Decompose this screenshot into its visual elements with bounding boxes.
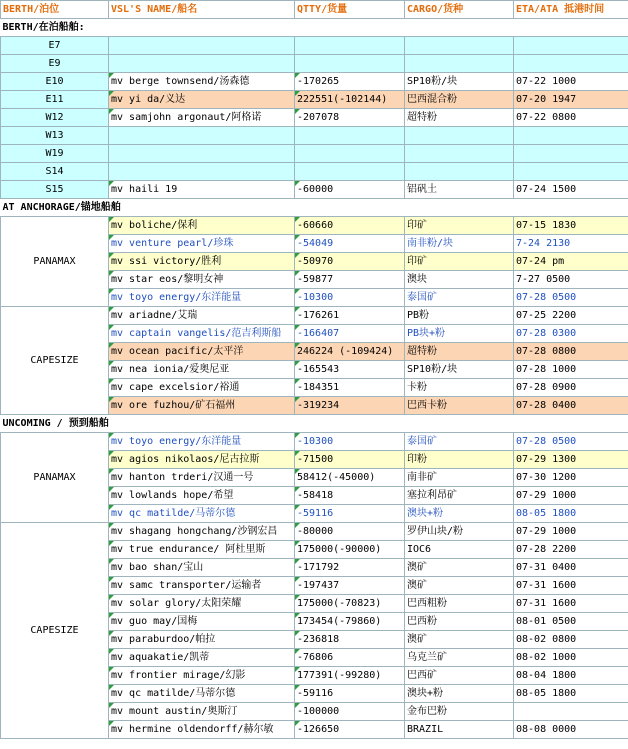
vessel-cell[interactable]: mv lowlands hope/希望 <box>109 487 295 505</box>
vessel-cell[interactable]: mv yi da/义达 <box>109 91 295 109</box>
vessel-cell[interactable]: mv ssi victory/胜利 <box>109 253 295 271</box>
table-row <box>1 181 628 199</box>
eta-cell[interactable]: 07-24 1500 <box>514 181 628 199</box>
vessel-cell[interactable]: mv aquakatie/凯蒂 <box>109 649 295 667</box>
qtty-cell[interactable]: -100000 <box>295 703 405 721</box>
vessel-cell[interactable]: mv toyo energy/东洋能量 <box>109 289 295 307</box>
table-row <box>1 55 628 73</box>
qtty-cell[interactable] <box>295 37 405 55</box>
qtty-cell[interactable]: -184351 <box>295 379 405 397</box>
qtty-cell[interactable]: -50970 <box>295 253 405 271</box>
vessel-cell[interactable]: mv bao shan/宝山 <box>109 559 295 577</box>
berth-cell[interactable]: E10 <box>1 73 109 91</box>
vessel-cell[interactable]: mv boliche/保利 <box>109 217 295 235</box>
qtty-cell[interactable]: 246224 (-109424) <box>295 343 405 361</box>
header-berth[interactable]: BERTH/泊位 <box>1 1 109 19</box>
berth-cell[interactable]: S14 <box>1 163 109 181</box>
qtty-cell[interactable]: -60000 <box>295 181 405 199</box>
section-title[interactable]: BERTH/在泊船舶: <box>1 19 628 37</box>
cargo-cell[interactable]: 罗伊山块/粉 <box>405 523 514 541</box>
eta-cell[interactable]: 07-28 0500 <box>514 289 628 307</box>
cargo-cell[interactable]: SP10粉/块 <box>405 361 514 379</box>
cargo-cell[interactable]: 印矿 <box>405 253 514 271</box>
header-vessel[interactable]: VSL'S NAME/船名 <box>109 1 295 19</box>
qtty-cell[interactable] <box>295 127 405 145</box>
eta-cell[interactable]: 07-22 1000 <box>514 73 628 91</box>
vessel-cell[interactable]: mv guo may/国梅 <box>109 613 295 631</box>
qtty-cell[interactable]: -319234 <box>295 397 405 415</box>
qtty-cell[interactable]: -59116 <box>295 505 405 523</box>
section-header-row <box>1 415 628 433</box>
header-eta[interactable]: ETA/ATA 抵港时间 <box>514 1 628 19</box>
vessel-cell[interactable]: mv true endurance/ 阿杜里斯 <box>109 541 295 559</box>
cargo-cell[interactable]: 巴西矿 <box>405 667 514 685</box>
vessel-cell[interactable]: mv hermine oldendorff/赫尔敏 <box>109 721 295 739</box>
eta-cell[interactable] <box>514 37 628 55</box>
qtty-cell[interactable]: 177391(-99280) <box>295 667 405 685</box>
cargo-cell[interactable]: 澳块 <box>405 271 514 289</box>
eta-cell[interactable]: 07-22 0800 <box>514 109 628 127</box>
eta-cell[interactable] <box>514 55 628 73</box>
vessel-cell[interactable]: mv ocean pacific/太平洋 <box>109 343 295 361</box>
vessel-class-cell[interactable]: CAPESIZE <box>1 523 109 739</box>
qtty-cell[interactable]: -165543 <box>295 361 405 379</box>
qtty-cell[interactable]: -59116 <box>295 685 405 703</box>
qtty-cell[interactable]: -176261 <box>295 307 405 325</box>
qtty-cell[interactable]: -207078 <box>295 109 405 127</box>
qtty-cell[interactable]: -76806 <box>295 649 405 667</box>
vessel-cell[interactable] <box>109 145 295 163</box>
qtty-cell[interactable]: 175000(-90000) <box>295 541 405 559</box>
vessel-cell[interactable]: mv solar glory/太阳荣耀 <box>109 595 295 613</box>
qtty-cell[interactable]: 58412(-45000) <box>295 469 405 487</box>
qtty-cell[interactable]: -166407 <box>295 325 405 343</box>
vessel-cell[interactable] <box>109 127 295 145</box>
vessel-cell[interactable]: mv star eos/黎明女神 <box>109 271 295 289</box>
qtty-cell[interactable]: -171792 <box>295 559 405 577</box>
vessel-cell[interactable] <box>109 37 295 55</box>
vessel-cell[interactable]: mv nea ionia/爱奥尼亚 <box>109 361 295 379</box>
qtty-cell[interactable]: -197437 <box>295 577 405 595</box>
cargo-cell[interactable]: 澳矿 <box>405 631 514 649</box>
cargo-cell[interactable]: 巴西混合粉 <box>405 91 514 109</box>
eta-cell[interactable]: 07-20 1947 <box>514 91 628 109</box>
vessel-cell[interactable]: mv agios nikolaos/尼古拉斯 <box>109 451 295 469</box>
cargo-cell[interactable]: 塞拉利昂矿 <box>405 487 514 505</box>
vessel-class-cell[interactable]: CAPESIZE <box>1 307 109 415</box>
table-row <box>1 91 628 109</box>
qtty-cell[interactable]: -58418 <box>295 487 405 505</box>
cargo-cell[interactable]: SP10粉/块 <box>405 73 514 91</box>
cargo-cell[interactable]: 巴西粗粉 <box>405 595 514 613</box>
table-row <box>1 217 628 235</box>
cargo-cell[interactable]: 印矿 <box>405 217 514 235</box>
eta-cell[interactable]: 07-31 1600 <box>514 595 628 613</box>
vessel-cell[interactable]: mv frontier mirage/幻影 <box>109 667 295 685</box>
berth-cell[interactable]: W19 <box>1 145 109 163</box>
vessel-cell[interactable]: mv samc transporter/运输者 <box>109 577 295 595</box>
vessel-cell[interactable]: mv qc matilde/马蒂尔德 <box>109 685 295 703</box>
cargo-cell[interactable]: 超特粉 <box>405 343 514 361</box>
eta-cell[interactable]: 07-28 0500 <box>514 433 628 451</box>
eta-cell[interactable]: 08-05 1800 <box>514 685 628 703</box>
cargo-cell[interactable] <box>405 55 514 73</box>
vessel-cell[interactable]: mv berge townsend/汤森德 <box>109 73 295 91</box>
qtty-cell[interactable] <box>295 163 405 181</box>
cargo-cell[interactable]: BRAZIL <box>405 721 514 739</box>
header-row <box>1 1 628 19</box>
eta-cell[interactable]: 07-28 0400 <box>514 397 628 415</box>
eta-cell[interactable]: 7-27 0500 <box>514 271 628 289</box>
eta-cell[interactable]: 07-29 1000 <box>514 487 628 505</box>
qtty-cell[interactable]: -71500 <box>295 451 405 469</box>
eta-cell[interactable]: 7-24 2130 <box>514 235 628 253</box>
eta-cell[interactable]: 07-28 0800 <box>514 343 628 361</box>
vessel-class-cell[interactable]: PANAMAX <box>1 433 109 523</box>
qtty-cell[interactable]: 173454(-79860) <box>295 613 405 631</box>
table-row <box>1 145 628 163</box>
eta-cell[interactable]: 08-02 1000 <box>514 649 628 667</box>
qtty-cell[interactable]: -126650 <box>295 721 405 739</box>
section-title[interactable]: UNCOMING / 预到船舶 <box>1 415 628 433</box>
cargo-cell[interactable]: 乌克兰矿 <box>405 649 514 667</box>
vessel-cell[interactable]: mv captain vangelis/范吉利斯船 <box>109 325 295 343</box>
vessel-cell[interactable] <box>109 163 295 181</box>
cargo-cell[interactable]: 巴西卡粉 <box>405 397 514 415</box>
vessel-cell[interactable]: mv haili 19 <box>109 181 295 199</box>
berth-cell[interactable]: E11 <box>1 91 109 109</box>
vessel-cell[interactable]: mv ore fuzhou/矿石福州 <box>109 397 295 415</box>
qtty-cell[interactable]: -236818 <box>295 631 405 649</box>
cargo-cell[interactable] <box>405 37 514 55</box>
table-row <box>1 37 628 55</box>
eta-cell[interactable]: 08-05 1800 <box>514 505 628 523</box>
qtty-cell[interactable]: 222551(-102144) <box>295 91 405 109</box>
qtty-cell[interactable]: -59877 <box>295 271 405 289</box>
qtty-cell[interactable]: -10300 <box>295 433 405 451</box>
vessel-cell[interactable]: mv venture pearl/珍珠 <box>109 235 295 253</box>
qtty-cell[interactable]: -170265 <box>295 73 405 91</box>
berth-cell[interactable]: W13 <box>1 127 109 145</box>
vessel-cell[interactable]: mv ariadne/艾瑞 <box>109 307 295 325</box>
vessel-cell[interactable]: mv paraburdoo/帕拉 <box>109 631 295 649</box>
section-title[interactable]: AT ANCHORAGE/锚地船舶 <box>1 199 628 217</box>
header-qtty[interactable]: QTTY/货量 <box>295 1 405 19</box>
vessel-cell[interactable] <box>109 55 295 73</box>
berth-cell[interactable]: E9 <box>1 55 109 73</box>
table-row <box>1 109 628 127</box>
vessel-cell[interactable]: mv mount austin/奥斯汀 <box>109 703 295 721</box>
berth-cell[interactable]: W12 <box>1 109 109 127</box>
qtty-cell[interactable] <box>295 145 405 163</box>
cargo-cell[interactable]: 超特粉 <box>405 109 514 127</box>
berth-cell[interactable]: S15 <box>1 181 109 199</box>
eta-cell[interactable]: 08-04 1800 <box>514 667 628 685</box>
eta-cell[interactable]: 07-15 1830 <box>514 217 628 235</box>
table-row <box>1 307 628 325</box>
eta-cell[interactable] <box>514 703 628 721</box>
qtty-cell[interactable]: -54049 <box>295 235 405 253</box>
eta-cell[interactable]: 07-24 pm <box>514 253 628 271</box>
berth-cell[interactable]: E7 <box>1 37 109 55</box>
cargo-cell[interactable]: 南非矿 <box>405 469 514 487</box>
eta-cell[interactable]: 07-29 1000 <box>514 523 628 541</box>
cargo-cell[interactable]: 澳矿 <box>405 559 514 577</box>
cargo-cell[interactable] <box>405 163 514 181</box>
cargo-cell[interactable]: 巴西粉 <box>405 613 514 631</box>
cargo-cell[interactable]: 澳块+粉 <box>405 685 514 703</box>
cargo-cell[interactable] <box>405 127 514 145</box>
cargo-cell[interactable]: 金布巴粉 <box>405 703 514 721</box>
qtty-cell[interactable]: -60660 <box>295 217 405 235</box>
eta-cell[interactable]: 07-25 2200 <box>514 307 628 325</box>
eta-cell[interactable]: 07-28 2200 <box>514 541 628 559</box>
vessel-cell[interactable]: mv shagang hongchang/沙钢宏昌 <box>109 523 295 541</box>
cargo-cell[interactable]: 澳矿 <box>405 577 514 595</box>
eta-cell[interactable]: 07-28 0300 <box>514 325 628 343</box>
cargo-cell[interactable]: 铝矾土 <box>405 181 514 199</box>
table-row <box>1 127 628 145</box>
eta-cell[interactable]: 07-28 1000 <box>514 361 628 379</box>
eta-cell[interactable]: 08-08 0000 <box>514 721 628 739</box>
eta-cell[interactable]: 07-29 1300 <box>514 451 628 469</box>
vessel-class-cell[interactable]: PANAMAX <box>1 217 109 307</box>
cargo-cell[interactable]: 南非粉/块 <box>405 235 514 253</box>
qtty-cell[interactable]: 175000(-70823) <box>295 595 405 613</box>
eta-cell[interactable]: 07-31 1600 <box>514 577 628 595</box>
section-header-row <box>1 19 628 37</box>
table-row <box>1 523 628 541</box>
eta-cell[interactable]: 07-31 0400 <box>514 559 628 577</box>
vessel-cell[interactable]: mv cape excelsior/裕通 <box>109 379 295 397</box>
qtty-cell[interactable]: -80000 <box>295 523 405 541</box>
cargo-cell[interactable]: 泰国矿 <box>405 289 514 307</box>
table-row <box>1 163 628 181</box>
vessel-cell[interactable]: mv qc matilde/马蒂尔德 <box>109 505 295 523</box>
section-header-row <box>1 199 628 217</box>
qtty-cell[interactable]: -10300 <box>295 289 405 307</box>
cargo-cell[interactable]: 澳块+粉 <box>405 505 514 523</box>
cargo-cell[interactable]: 印粉 <box>405 451 514 469</box>
vessel-cell[interactable]: mv hanton trderi/汉通一号 <box>109 469 295 487</box>
table-row <box>1 433 628 451</box>
table-row <box>1 73 628 91</box>
vessel-cell[interactable]: mv samjohn argonaut/阿格诺 <box>109 109 295 127</box>
header-cargo[interactable]: CARGO/货种 <box>405 1 514 19</box>
eta-cell[interactable]: 08-02 0800 <box>514 631 628 649</box>
cargo-cell[interactable]: 泰国矿 <box>405 433 514 451</box>
cargo-cell[interactable]: IOC6 <box>405 541 514 559</box>
cargo-cell[interactable]: 卡粉 <box>405 379 514 397</box>
cargo-cell[interactable]: PB粉 <box>405 307 514 325</box>
eta-cell[interactable]: 07-30 1200 <box>514 469 628 487</box>
cargo-cell[interactable] <box>405 145 514 163</box>
qtty-cell[interactable] <box>295 55 405 73</box>
eta-cell[interactable] <box>514 163 628 181</box>
eta-cell[interactable]: 08-01 0500 <box>514 613 628 631</box>
cargo-cell[interactable]: PB块+粉 <box>405 325 514 343</box>
eta-cell[interactable] <box>514 145 628 163</box>
eta-cell[interactable] <box>514 127 628 145</box>
eta-cell[interactable]: 07-28 0900 <box>514 379 628 397</box>
vessel-cell[interactable]: mv toyo energy/东洋能量 <box>109 433 295 451</box>
